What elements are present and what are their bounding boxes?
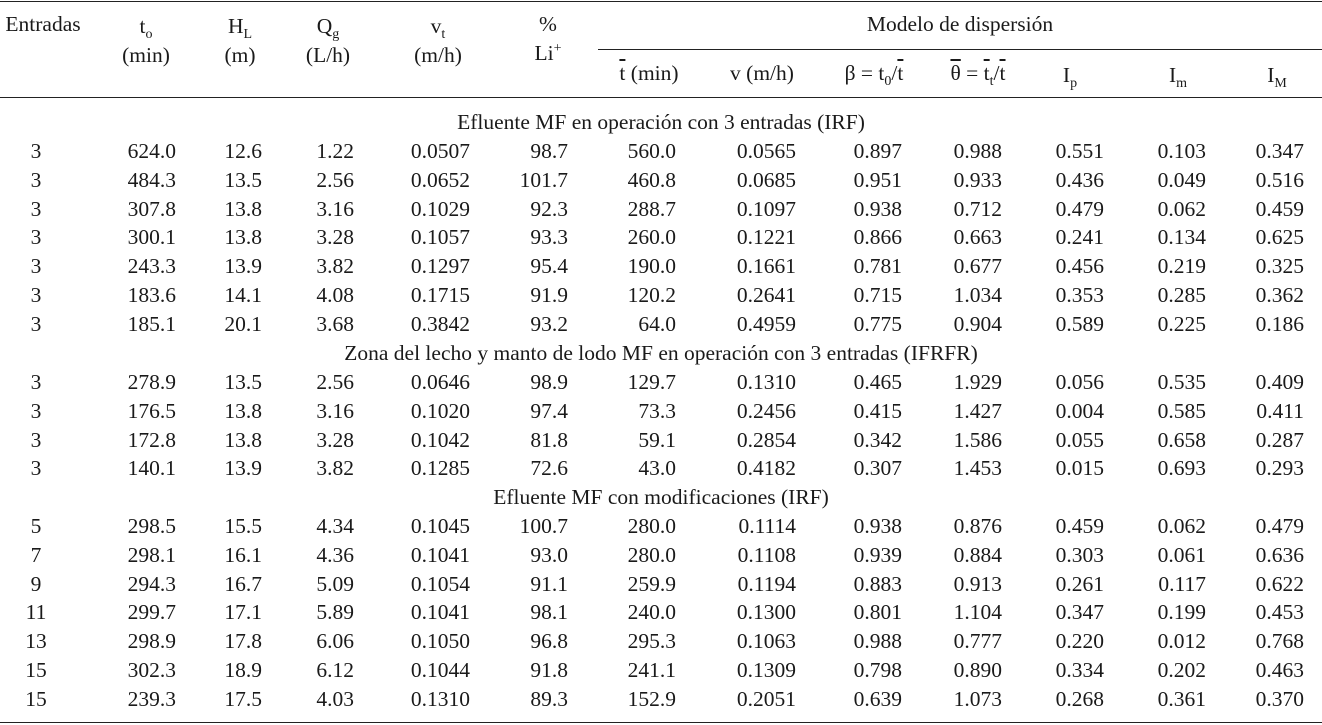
cell-entradas: 15 bbox=[25, 658, 47, 682]
cell-theta: 0.712 bbox=[953, 196, 1002, 221]
header-im: $I_m$ bbox=[1168, 63, 1188, 91]
cell-li: 98.9 bbox=[530, 370, 568, 394]
cell-beta: 0.801 bbox=[853, 600, 902, 625]
dispersion-model-title: Modelo de dispersión bbox=[866, 12, 1054, 36]
cell-li: 95.4 bbox=[530, 254, 568, 279]
cell-entradas: 3 bbox=[30, 370, 42, 394]
cell-im: 0.134 bbox=[1157, 225, 1206, 250]
cell-to: 243.3 bbox=[127, 254, 176, 279]
cell-hl: 15.5 bbox=[224, 514, 262, 538]
cell-to: 484.3 bbox=[127, 167, 176, 192]
cell-iM: 0.479 bbox=[1255, 514, 1304, 538]
cell-ip: 0.479 bbox=[1055, 196, 1104, 221]
table-row bbox=[0, 685, 1322, 714]
cell-to: 239.3 bbox=[127, 686, 176, 711]
cell-ip: 0.589 bbox=[1055, 311, 1104, 336]
cell-li: 93.2 bbox=[530, 311, 568, 336]
cell-im: 0.585 bbox=[1157, 398, 1206, 423]
cell-theta: 0.904 bbox=[953, 311, 1002, 336]
cell-theta: 1.929 bbox=[953, 370, 1002, 394]
cell-iM: 0.622 bbox=[1255, 571, 1304, 596]
cell-hl: 17.8 bbox=[224, 629, 262, 654]
cell-qg: 4.08 bbox=[316, 283, 354, 307]
cell-qg: 3.68 bbox=[316, 311, 354, 336]
cell-ip: 0.456 bbox=[1055, 254, 1104, 279]
cell-beta: 0.798 bbox=[853, 658, 902, 682]
header-to: $t_o$ (min) bbox=[122, 14, 170, 67]
cell-im: 0.103 bbox=[1157, 139, 1206, 163]
cell-im: 0.049 bbox=[1157, 167, 1206, 192]
cell-vt: 0.1310 bbox=[410, 686, 470, 711]
cell-li: 97.4 bbox=[530, 398, 568, 423]
cell-iM: 0.411 bbox=[1256, 398, 1304, 423]
table-row bbox=[0, 281, 1322, 310]
cell-beta: 0.988 bbox=[853, 629, 902, 654]
cell-theta: 0.884 bbox=[953, 542, 1002, 567]
cell-iM: 0.362 bbox=[1255, 283, 1304, 307]
cell-tbar: 260.0 bbox=[627, 225, 676, 250]
cell-iM: 0.293 bbox=[1255, 456, 1304, 481]
cell-iM: 0.463 bbox=[1255, 658, 1304, 682]
table-row bbox=[0, 598, 1322, 627]
cell-theta: 1.104 bbox=[953, 600, 1002, 625]
cell-to: 298.9 bbox=[127, 629, 176, 654]
cell-iM: 0.325 bbox=[1255, 254, 1304, 279]
cell-qg: 2.56 bbox=[316, 167, 354, 192]
header-li: % Li+ bbox=[534, 12, 562, 65]
cell-beta: 0.951 bbox=[853, 167, 902, 192]
cell-ip: 0.303 bbox=[1055, 542, 1104, 567]
table-row bbox=[0, 512, 1322, 541]
cell-theta: 0.777 bbox=[953, 629, 1002, 654]
cell-beta: 0.866 bbox=[853, 225, 902, 250]
cell-tbar: 190.0 bbox=[627, 254, 676, 279]
table-row bbox=[0, 656, 1322, 685]
cell-tbar: 280.0 bbox=[627, 514, 676, 538]
cell-to: 140.1 bbox=[127, 456, 176, 481]
cell-beta: 0.775 bbox=[853, 311, 902, 336]
cell-ip: 0.004 bbox=[1055, 398, 1104, 423]
cell-qg: 6.12 bbox=[316, 658, 354, 682]
cell-vt: 0.1041 bbox=[410, 542, 470, 567]
cell-entradas: 3 bbox=[30, 167, 42, 192]
table-row bbox=[0, 454, 1322, 483]
header-tbar: $\overline{t}$ (min) bbox=[619, 61, 679, 85]
cell-im: 0.117 bbox=[1158, 571, 1206, 596]
cell-to: 624.0 bbox=[127, 139, 176, 163]
cell-theta: 1.453 bbox=[953, 456, 1002, 481]
cell-ip: 0.268 bbox=[1055, 686, 1104, 711]
cell-entradas: 3 bbox=[30, 283, 42, 307]
cell-to: 298.1 bbox=[127, 542, 176, 567]
cell-hl: 13.5 bbox=[224, 167, 262, 192]
cell-to: 307.8 bbox=[127, 196, 176, 221]
cell-tbar: 73.3 bbox=[638, 398, 676, 423]
cell-qg: 3.82 bbox=[316, 254, 354, 279]
cell-tbar: 152.9 bbox=[627, 686, 676, 711]
cell-li: 93.3 bbox=[530, 225, 568, 250]
table-row bbox=[0, 627, 1322, 656]
cell-v: 0.1063 bbox=[736, 629, 796, 654]
cell-beta: 0.639 bbox=[853, 686, 902, 711]
table-row bbox=[0, 541, 1322, 570]
cell-to: 298.5 bbox=[127, 514, 176, 538]
cell-entradas: 11 bbox=[25, 600, 47, 625]
cell-hl: 18.9 bbox=[224, 658, 262, 682]
cell-theta: 1.073 bbox=[953, 686, 1002, 711]
cell-vt: 0.0652 bbox=[410, 167, 470, 192]
cell-v: 0.1309 bbox=[736, 658, 796, 682]
cell-tbar: 59.1 bbox=[638, 427, 676, 452]
cell-im: 0.693 bbox=[1157, 456, 1206, 481]
cell-hl: 16.1 bbox=[224, 542, 262, 567]
cell-tbar: 120.2 bbox=[627, 283, 676, 307]
table-row bbox=[0, 137, 1322, 166]
cell-im: 0.535 bbox=[1157, 370, 1206, 394]
cell-beta: 0.938 bbox=[853, 514, 902, 538]
cell-hl: 13.8 bbox=[224, 196, 262, 221]
cell-iM: 0.636 bbox=[1255, 542, 1304, 567]
cell-to: 172.8 bbox=[127, 427, 176, 452]
table-bottom-rule bbox=[0, 722, 1322, 723]
cell-vt: 0.1050 bbox=[410, 629, 470, 654]
cell-im: 0.012 bbox=[1157, 629, 1206, 654]
cell-v: 0.1194 bbox=[737, 571, 796, 596]
cell-ip: 0.551 bbox=[1055, 139, 1104, 163]
cell-tbar: 259.9 bbox=[627, 571, 676, 596]
cell-vt: 0.1285 bbox=[410, 456, 470, 481]
cell-vt: 0.1029 bbox=[410, 196, 470, 221]
cell-v: 0.0685 bbox=[736, 167, 796, 192]
cell-theta: 1.034 bbox=[953, 283, 1002, 307]
cell-vt: 0.1297 bbox=[410, 254, 470, 279]
header-vt: $v_t$ (m/h) bbox=[414, 14, 462, 67]
cell-v: 0.4959 bbox=[736, 311, 796, 336]
cell-v: 0.1221 bbox=[736, 225, 796, 250]
cell-qg: 1.22 bbox=[316, 139, 354, 163]
cell-v: 0.2456 bbox=[736, 398, 796, 423]
cell-entradas: 3 bbox=[30, 254, 42, 279]
cell-entradas: 3 bbox=[30, 225, 42, 250]
table-row bbox=[0, 195, 1322, 224]
header-iM: $I_M$ bbox=[1267, 63, 1287, 91]
cell-beta: 0.415 bbox=[853, 398, 902, 423]
cell-li: 89.3 bbox=[530, 686, 568, 711]
cell-entradas: 5 bbox=[30, 514, 42, 538]
cell-hl: 17.1 bbox=[224, 600, 262, 625]
cell-beta: 0.715 bbox=[853, 283, 902, 307]
cell-v: 0.2854 bbox=[736, 427, 796, 452]
cell-v: 0.2051 bbox=[736, 686, 796, 711]
cell-li: 93.0 bbox=[530, 542, 568, 567]
cell-ip: 0.436 bbox=[1055, 167, 1104, 192]
section-title: Zona del lecho y manto de lodo MF en operación con 3 entradas (IFRFR) bbox=[344, 341, 978, 365]
cell-li: 91.8 bbox=[530, 658, 568, 682]
cell-v: 0.0565 bbox=[736, 139, 796, 163]
cell-ip: 0.261 bbox=[1055, 571, 1104, 596]
cell-v: 0.1114 bbox=[738, 514, 796, 538]
cell-entradas: 3 bbox=[30, 196, 42, 221]
cell-vt: 0.1715 bbox=[410, 283, 470, 307]
table-row bbox=[0, 426, 1322, 455]
header-bottom-rule bbox=[0, 97, 1322, 98]
cell-theta: 0.663 bbox=[953, 225, 1002, 250]
cell-qg: 6.06 bbox=[316, 629, 354, 654]
cell-li: 98.7 bbox=[530, 139, 568, 163]
cell-v: 0.1108 bbox=[737, 542, 796, 567]
cell-to: 176.5 bbox=[127, 398, 176, 423]
table-row bbox=[0, 223, 1322, 252]
cell-entradas: 3 bbox=[30, 456, 42, 481]
cell-ip: 0.334 bbox=[1055, 658, 1104, 682]
cell-beta: 0.465 bbox=[853, 370, 902, 394]
table-row bbox=[0, 397, 1322, 426]
cell-vt: 0.1042 bbox=[410, 427, 470, 452]
cell-im: 0.225 bbox=[1157, 311, 1206, 336]
cell-vt: 0.0507 bbox=[410, 139, 470, 163]
cell-theta: 0.876 bbox=[953, 514, 1002, 538]
cell-qg: 5.89 bbox=[316, 600, 354, 625]
cell-vt: 0.3842 bbox=[410, 311, 470, 336]
header-v: v (m/h) bbox=[730, 61, 794, 85]
cell-theta: 0.913 bbox=[953, 571, 1002, 596]
cell-hl: 13.5 bbox=[224, 370, 262, 394]
cell-to: 278.9 bbox=[127, 370, 176, 394]
cell-hl: 17.5 bbox=[224, 686, 262, 711]
cell-ip: 0.056 bbox=[1055, 370, 1104, 394]
cell-beta: 0.897 bbox=[853, 139, 902, 163]
cell-im: 0.202 bbox=[1157, 658, 1206, 682]
cell-tbar: 129.7 bbox=[627, 370, 676, 394]
cell-to: 183.6 bbox=[127, 283, 176, 307]
cell-im: 0.285 bbox=[1157, 283, 1206, 307]
cell-entradas: 15 bbox=[25, 686, 47, 711]
cell-entradas: 3 bbox=[30, 398, 42, 423]
cell-tbar: 460.8 bbox=[627, 167, 676, 192]
cell-im: 0.062 bbox=[1157, 196, 1206, 221]
cell-im: 0.219 bbox=[1157, 254, 1206, 279]
cell-iM: 0.625 bbox=[1255, 225, 1304, 250]
cell-ip: 0.015 bbox=[1055, 456, 1104, 481]
cell-tbar: 43.0 bbox=[638, 456, 676, 481]
cell-hl: 16.7 bbox=[224, 571, 262, 596]
cell-beta: 0.938 bbox=[853, 196, 902, 221]
cell-hl: 13.8 bbox=[224, 427, 262, 452]
table-row bbox=[0, 166, 1322, 195]
table-row bbox=[0, 310, 1322, 339]
group-rule bbox=[598, 49, 1322, 50]
cell-hl: 13.9 bbox=[224, 456, 262, 481]
cell-v: 0.4182 bbox=[736, 456, 796, 481]
cell-ip: 0.055 bbox=[1055, 427, 1104, 452]
cell-beta: 0.939 bbox=[853, 542, 902, 567]
header-hl: $H_L$ (m) bbox=[224, 14, 256, 67]
cell-theta: 1.427 bbox=[953, 398, 1002, 423]
cell-im: 0.062 bbox=[1157, 514, 1206, 538]
cell-ip: 0.347 bbox=[1055, 600, 1104, 625]
cell-qg: 4.34 bbox=[316, 514, 354, 538]
cell-v: 0.2641 bbox=[736, 283, 796, 307]
cell-iM: 0.516 bbox=[1255, 167, 1304, 192]
cell-hl: 20.1 bbox=[224, 311, 262, 336]
cell-v: 0.1097 bbox=[736, 196, 796, 221]
cell-vt: 0.0646 bbox=[410, 370, 470, 394]
cell-li: 72.6 bbox=[530, 456, 568, 481]
cell-li: 96.8 bbox=[530, 629, 568, 654]
cell-li: 91.1 bbox=[530, 571, 568, 596]
cell-qg: 3.16 bbox=[316, 398, 354, 423]
cell-li: 98.1 bbox=[530, 600, 568, 625]
cell-theta: 0.890 bbox=[953, 658, 1002, 682]
cell-to: 185.1 bbox=[127, 311, 176, 336]
cell-qg: 3.28 bbox=[316, 427, 354, 452]
cell-li: 91.9 bbox=[530, 283, 568, 307]
cell-iM: 0.347 bbox=[1255, 139, 1304, 163]
cell-vt: 0.1044 bbox=[410, 658, 470, 682]
cell-im: 0.199 bbox=[1157, 600, 1206, 625]
cell-iM: 0.287 bbox=[1255, 427, 1304, 452]
section-title: Efluente MF con modificaciones (IRF) bbox=[493, 485, 829, 509]
cell-iM: 0.453 bbox=[1255, 600, 1304, 625]
table-row bbox=[0, 252, 1322, 281]
cell-v: 0.1310 bbox=[736, 370, 796, 394]
cell-qg: 3.28 bbox=[316, 225, 354, 250]
cell-li: 101.7 bbox=[519, 167, 568, 192]
cell-iM: 0.370 bbox=[1255, 686, 1304, 711]
cell-ip: 0.241 bbox=[1055, 225, 1104, 250]
cell-ip: 0.220 bbox=[1055, 629, 1104, 654]
cell-iM: 0.409 bbox=[1255, 370, 1304, 394]
table-row bbox=[0, 368, 1322, 397]
cell-tbar: 560.0 bbox=[627, 139, 676, 163]
table-top-rule bbox=[0, 1, 1322, 2]
section-title: Efluente MF en operación con 3 entradas (IRF) bbox=[457, 110, 865, 134]
cell-im: 0.658 bbox=[1157, 427, 1206, 452]
cell-entradas: 3 bbox=[30, 311, 42, 336]
cell-entradas: 13 bbox=[25, 629, 47, 654]
cell-entradas: 3 bbox=[30, 427, 42, 452]
cell-tbar: 295.3 bbox=[627, 629, 676, 654]
header-qg: $Q_g$ (L/h) bbox=[305, 14, 351, 67]
cell-ip: 0.353 bbox=[1055, 283, 1104, 307]
cell-tbar: 64.0 bbox=[638, 311, 676, 336]
cell-beta: 0.307 bbox=[853, 456, 902, 481]
cell-beta: 0.883 bbox=[853, 571, 902, 596]
cell-theta: 0.933 bbox=[953, 167, 1002, 192]
cell-vt: 0.1054 bbox=[410, 571, 470, 596]
cell-to: 302.3 bbox=[127, 658, 176, 682]
cell-hl: 12.6 bbox=[224, 139, 262, 163]
cell-tbar: 288.7 bbox=[627, 196, 676, 221]
cell-beta: 0.781 bbox=[853, 254, 902, 279]
cell-beta: 0.342 bbox=[853, 427, 902, 452]
cell-to: 300.1 bbox=[127, 225, 176, 250]
cell-tbar: 241.1 bbox=[627, 658, 676, 682]
cell-hl: 13.8 bbox=[224, 398, 262, 423]
cell-li: 81.8 bbox=[530, 427, 568, 452]
cell-qg: 3.16 bbox=[316, 196, 354, 221]
cell-qg: 5.09 bbox=[316, 571, 354, 596]
cell-to: 299.7 bbox=[127, 600, 176, 625]
cell-vt: 0.1041 bbox=[410, 600, 470, 625]
header-beta: $\beta = t_0/\overline{t}$ bbox=[844, 61, 904, 89]
cell-qg: 4.03 bbox=[316, 686, 354, 711]
cell-hl: 13.9 bbox=[224, 254, 262, 279]
cell-theta: 0.677 bbox=[953, 254, 1002, 279]
header-theta: $\overline{\theta} = \overline{t}_t/\overline{t}$ bbox=[950, 61, 1006, 89]
cell-ip: 0.459 bbox=[1055, 514, 1104, 538]
cell-to: 294.3 bbox=[127, 571, 176, 596]
cell-tbar: 280.0 bbox=[627, 542, 676, 567]
cell-theta: 0.988 bbox=[953, 139, 1002, 163]
cell-vt: 0.1045 bbox=[410, 514, 470, 538]
cell-im: 0.061 bbox=[1157, 542, 1206, 567]
cell-v: 0.1661 bbox=[736, 254, 796, 279]
cell-vt: 0.1057 bbox=[410, 225, 470, 250]
cell-hl: 14.1 bbox=[224, 283, 262, 307]
cell-iM: 0.768 bbox=[1255, 629, 1304, 654]
cell-im: 0.361 bbox=[1157, 686, 1206, 711]
cell-li: 92.3 bbox=[530, 196, 568, 221]
cell-entradas: 3 bbox=[30, 139, 42, 163]
header-entradas: Entradas bbox=[5, 12, 81, 36]
cell-qg: 4.36 bbox=[316, 542, 354, 567]
cell-entradas: 9 bbox=[30, 571, 42, 596]
cell-v: 0.1300 bbox=[736, 600, 796, 625]
table-row bbox=[0, 570, 1322, 599]
cell-hl: 13.8 bbox=[224, 225, 262, 250]
cell-theta: 1.586 bbox=[953, 427, 1002, 452]
cell-iM: 0.459 bbox=[1255, 196, 1304, 221]
cell-iM: 0.186 bbox=[1255, 311, 1304, 336]
cell-entradas: 7 bbox=[30, 542, 42, 567]
header-ip: $I_p$ bbox=[1062, 63, 1078, 91]
cell-qg: 2.56 bbox=[316, 370, 354, 394]
cell-qg: 3.82 bbox=[316, 456, 354, 481]
cell-tbar: 240.0 bbox=[627, 600, 676, 625]
cell-vt: 0.1020 bbox=[410, 398, 470, 423]
cell-li: 100.7 bbox=[519, 514, 568, 538]
